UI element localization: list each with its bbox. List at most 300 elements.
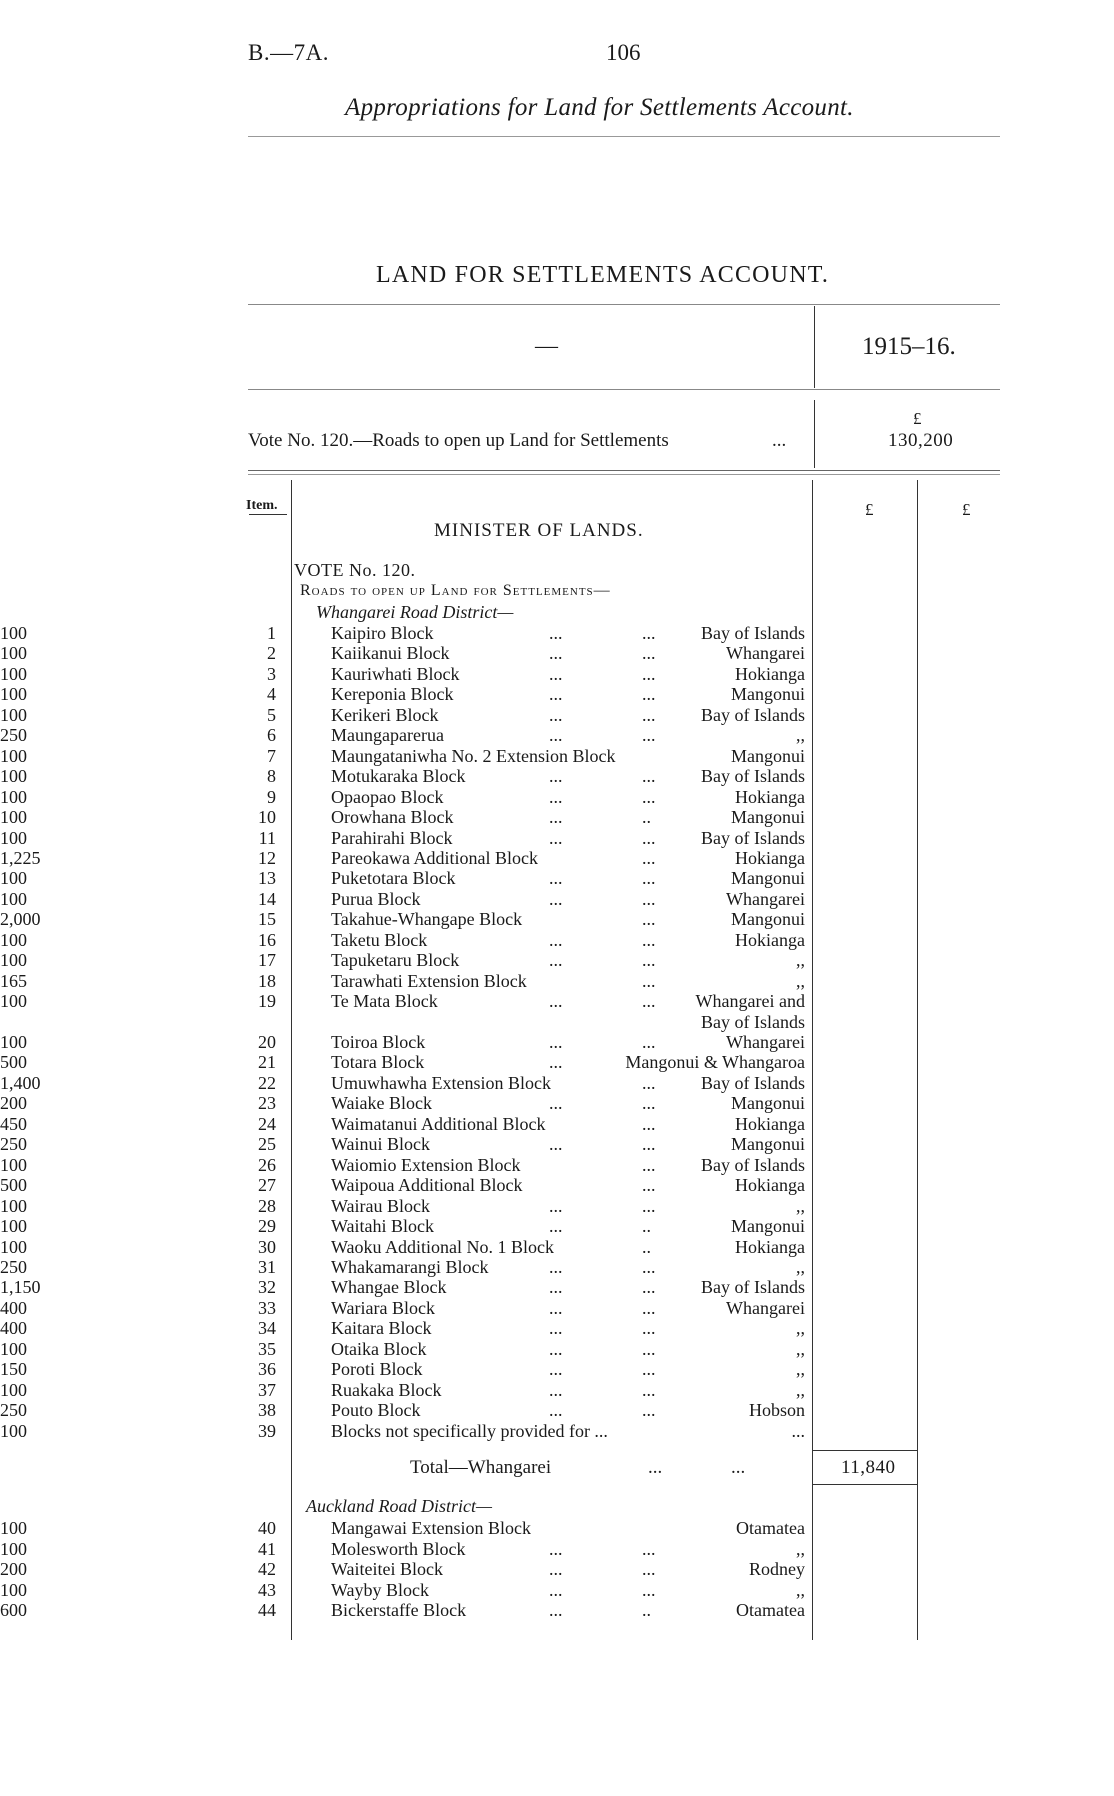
table-row: [0, 705, 1114, 725]
block-name: Takahue-Whangape Block: [331, 909, 523, 930]
leader-dots: ...: [642, 684, 656, 705]
amount-value: 100: [0, 950, 27, 971]
currency-symbol: £: [913, 409, 922, 428]
item-number: 1: [267, 623, 276, 643]
amount-value: 100: [0, 1154, 27, 1175]
item-number: 4: [267, 684, 276, 705]
block-name: Mangawai Extension Block: [331, 1518, 531, 1538]
table-row: [0, 1175, 1114, 1195]
county-name: Hokianga: [735, 1175, 805, 1196]
leader-dots: ...: [549, 1538, 563, 1559]
table-row: [0, 1277, 1114, 1297]
county-name: Bay of Islands: [701, 704, 805, 725]
leader-dots: ...: [642, 1195, 656, 1216]
leader-dots: ...: [549, 1093, 563, 1114]
table-row: [0, 1093, 1114, 1113]
leader-dots: ...: [642, 1256, 656, 1277]
leader-dots: ...: [642, 643, 656, 664]
table-row: [0, 1539, 1114, 1559]
amount-value: 100: [0, 1236, 27, 1257]
block-name: Kaitara Block: [331, 1318, 432, 1339]
total-label: Total—Whangarei: [410, 1457, 552, 1478]
leader-dots: ...: [549, 623, 563, 643]
county-name: Whangarei: [726, 643, 805, 664]
amount-value: 400: [0, 1318, 27, 1339]
leader-dots: ...: [642, 1400, 656, 1421]
leader-dots: ...: [642, 909, 656, 930]
year-rule: [248, 389, 1000, 390]
table-row: [0, 807, 1114, 827]
block-name: Kauriwhati Block: [331, 663, 460, 684]
amount-value: 100: [0, 1195, 27, 1216]
item-number: 9: [267, 786, 276, 807]
amount-value: 100: [0, 643, 27, 664]
leader-dots: ...: [549, 827, 563, 848]
county-name: Whangarei: [726, 1032, 805, 1052]
table-row: [0, 787, 1114, 807]
block-name: Waipoua Additional Block: [331, 1175, 523, 1196]
item-number: 2: [267, 643, 276, 664]
county-name: Bay of Islands: [701, 766, 805, 787]
leader-dots: ...: [549, 1052, 563, 1073]
county-name: ,,: [796, 1379, 805, 1400]
block-name: Umuwhawha Extension Block: [331, 1072, 551, 1093]
leader-dots: ...: [642, 1338, 656, 1359]
county-name: Hokianga: [735, 663, 805, 684]
county-name: Otamatea: [736, 1600, 805, 1620]
county-name: Bay of Islands: [701, 1011, 805, 1032]
amount-value: 450: [0, 1113, 27, 1134]
total-dots-2: ...: [731, 1457, 746, 1478]
item-number: 18: [258, 970, 276, 991]
item-number: 21: [258, 1052, 276, 1073]
amount-value: 2,000: [0, 909, 41, 930]
county-name: Hokianga: [735, 1113, 805, 1134]
amount-value: 100: [0, 1420, 27, 1441]
amount-value: 1,225: [0, 847, 41, 868]
county-name: ,,: [796, 1538, 805, 1559]
leader-dots: ...: [549, 807, 563, 828]
leader-dots: ...: [642, 1032, 656, 1052]
amount-value: 100: [0, 1379, 27, 1400]
county-name: Mangonui & Whangaroa: [625, 1052, 805, 1073]
item-number: 5: [267, 704, 276, 725]
total-amount: 11,840: [841, 1457, 896, 1478]
county-name: Hokianga: [735, 786, 805, 807]
amount-value: 600: [0, 1600, 27, 1620]
header-rule: [248, 136, 1000, 137]
leader-dots: ...: [549, 1032, 563, 1052]
block-name: Motukaraka Block: [331, 766, 466, 787]
leader-dots: ...: [549, 868, 563, 889]
running-title: Appropriations for Land for Settlements Account.: [345, 94, 854, 121]
block-name: Pouto Block: [331, 1400, 421, 1421]
table-row: [0, 1421, 1114, 1441]
page-number: 106: [606, 40, 641, 65]
table-row: [0, 725, 1114, 745]
block-name: Opaopao Block: [331, 786, 444, 807]
leader-dots: ...: [642, 929, 656, 950]
table-row: [0, 1600, 1114, 1620]
table-row: [0, 868, 1114, 888]
county-name: Mangonui: [731, 868, 805, 889]
block-name: Tarawhati Extension Block: [331, 970, 527, 991]
leader-dots: ...: [549, 725, 563, 746]
leader-dots: ...: [549, 766, 563, 787]
leader-dots: ...: [642, 1175, 656, 1196]
amount-value: 100: [0, 888, 27, 909]
leader-dots: ...: [549, 1400, 563, 1421]
leader-dots: ...: [642, 868, 656, 889]
year-divider: [814, 306, 815, 388]
county-name: Mangonui: [731, 807, 805, 828]
county-name: ...: [791, 1420, 805, 1441]
item-number: 16: [258, 929, 276, 950]
county-name: Mangonui: [731, 684, 805, 705]
county-name: Bay of Islands: [701, 1072, 805, 1093]
vote-summary-label: Vote No. 120.—Roads to open up Land for Settlements: [248, 430, 669, 451]
item-number: 34: [258, 1318, 276, 1339]
leader-dots: ...: [642, 725, 656, 746]
total-rule-bottom: [812, 1484, 917, 1485]
table-row: [0, 1032, 1114, 1052]
amount-value: 100: [0, 745, 27, 766]
leader-dots: ...: [549, 1318, 563, 1339]
item-number: 27: [258, 1175, 276, 1196]
table-row: [0, 766, 1114, 786]
county-name: ,,: [796, 1318, 805, 1339]
amount-value: 250: [0, 1256, 27, 1277]
county-name: ,,: [796, 970, 805, 991]
item-number: 43: [258, 1579, 276, 1600]
amount-value: 150: [0, 1359, 27, 1380]
county-name: Hobson: [748, 1400, 805, 1421]
county-name: Bay of Islands: [701, 1154, 805, 1175]
county-name: Hokianga: [735, 1236, 805, 1257]
item-number: 36: [258, 1359, 276, 1380]
table-row: [0, 1359, 1114, 1379]
amount-value: 1,400: [0, 1072, 41, 1093]
block-name: Puketotara Block: [331, 868, 456, 889]
item-number: 25: [258, 1134, 276, 1155]
county-name: Mangonui: [731, 745, 805, 766]
county-name: ,,: [796, 1195, 805, 1216]
block-name: Kerikeri Block: [331, 704, 439, 725]
block-name: Waiomio Extension Block: [331, 1154, 521, 1175]
leader-dots: ...: [549, 888, 563, 909]
item-number: 33: [258, 1297, 276, 1318]
item-number: 19: [258, 991, 276, 1012]
block-name: Waoku Additional No. 1 Block: [331, 1236, 555, 1257]
block-name: Bickerstaffe Block: [331, 1600, 467, 1620]
leader-dots: ...: [549, 1359, 563, 1380]
leader-dots: ...: [549, 991, 563, 1012]
county-name: Mangonui: [731, 1216, 805, 1237]
county-name: Mangonui: [731, 1134, 805, 1155]
leader-dots: ..: [642, 1600, 651, 1620]
block-name: Blocks not specifically provided for ...: [331, 1420, 608, 1441]
table-row: [0, 684, 1114, 704]
year-dash: —: [535, 333, 558, 358]
leader-dots: ...: [642, 1359, 656, 1380]
table-row: [0, 950, 1114, 970]
block-name: Kereponia Block: [331, 684, 454, 705]
item-number: 26: [258, 1154, 276, 1175]
leader-dots: ...: [642, 704, 656, 725]
county-name: ,,: [796, 1579, 805, 1600]
block-name: Wariara Block: [331, 1297, 436, 1318]
leader-dots: ...: [549, 663, 563, 684]
table-row: [0, 1012, 1114, 1032]
amount-value: 100: [0, 684, 27, 705]
amount-value: 500: [0, 1175, 27, 1196]
block-name: Purua Block: [331, 888, 421, 909]
amount-value: 100: [0, 827, 27, 848]
leader-dots: ...: [642, 766, 656, 787]
leader-dots: ...: [549, 1559, 563, 1579]
county-name: Rodney: [749, 1559, 805, 1579]
table-row: [0, 1380, 1114, 1400]
leader-dots: ...: [642, 847, 656, 868]
leader-dots: ..: [642, 807, 651, 828]
item-number: 28: [258, 1195, 276, 1216]
leader-dots: ...: [642, 1579, 656, 1600]
leader-dots: ..: [642, 1216, 651, 1237]
amount-value: 100: [0, 1338, 27, 1359]
item-column-header: Item.: [246, 498, 278, 513]
block-name: Waitahi Block: [331, 1216, 435, 1237]
table-row: [0, 909, 1114, 929]
item-number: 20: [258, 1032, 276, 1052]
item-number: 12: [258, 847, 276, 868]
block-name: Wayby Block: [331, 1579, 430, 1600]
leader-dots: ...: [642, 1154, 656, 1175]
block-name: Maungaparerua: [331, 725, 444, 746]
block-name: Tapuketaru Block: [331, 950, 460, 971]
amount-value: 100: [0, 1216, 27, 1237]
leader-dots: ...: [549, 704, 563, 725]
amount-value: 100: [0, 704, 27, 725]
county-name: Whangarei: [726, 1297, 805, 1318]
county-name: Otamatea: [736, 1518, 805, 1538]
leader-dots: ...: [549, 684, 563, 705]
amount-value: 500: [0, 1052, 27, 1073]
block-name: Pareokawa Additional Block: [331, 847, 538, 868]
block-name: Parahirahi Block: [331, 827, 453, 848]
leader-dots: ...: [549, 1256, 563, 1277]
table-row: [0, 1518, 1114, 1538]
amount-value: 400: [0, 1297, 27, 1318]
minister-heading: MINISTER OF LANDS.: [434, 520, 644, 541]
leader-dots: ...: [549, 1277, 563, 1298]
block-name: Whangae Block: [331, 1277, 447, 1298]
item-number: 38: [258, 1400, 276, 1421]
county-name: Mangonui: [731, 1093, 805, 1114]
document-code: B.—7A.: [248, 40, 329, 65]
item-number: 39: [258, 1420, 276, 1441]
item-number: 31: [258, 1256, 276, 1277]
block-name: Wairau Block: [331, 1195, 431, 1216]
county-name: Bay of Islands: [701, 623, 805, 643]
table-row: [0, 664, 1114, 684]
amount-value: 100: [0, 868, 27, 889]
county-name: ,,: [796, 1338, 805, 1359]
district-heading-auckland: Auckland Road District—: [306, 1496, 492, 1516]
table-row: [0, 971, 1114, 991]
amount-value: 250: [0, 1134, 27, 1155]
amount-value: 100: [0, 1518, 27, 1538]
leader-dots: ...: [549, 1338, 563, 1359]
item-number: 23: [258, 1093, 276, 1114]
table-row: [0, 1073, 1114, 1093]
county-name: Whangarei and: [695, 991, 805, 1012]
table-row: [0, 848, 1114, 868]
amount-value: 100: [0, 663, 27, 684]
amount-value: 100: [0, 1579, 27, 1600]
table-row: [0, 1400, 1114, 1420]
leader-dots: ...: [549, 950, 563, 971]
table-row: [0, 1339, 1114, 1359]
block-name: Waiake Block: [331, 1093, 433, 1114]
county-name: Hokianga: [735, 847, 805, 868]
table-row: [0, 1257, 1114, 1277]
total-dots-1: ...: [648, 1457, 663, 1478]
block-name: Poroti Block: [331, 1359, 423, 1380]
table-row: [0, 930, 1114, 950]
total-rule-top: [812, 1450, 917, 1451]
item-number: 30: [258, 1236, 276, 1257]
table-row: [0, 623, 1114, 643]
block-name: Toiroa Block: [331, 1032, 426, 1052]
item-number: 14: [258, 888, 276, 909]
item-number: 40: [258, 1518, 276, 1538]
page-title: LAND FOR SETTLEMENTS ACCOUNT.: [376, 262, 830, 288]
leader-dots: ...: [549, 1297, 563, 1318]
table-row: [0, 1134, 1114, 1154]
block-name: Molesworth Block: [331, 1538, 466, 1559]
vote-rule-2: [248, 474, 1000, 475]
leader-dots: ...: [642, 827, 656, 848]
leader-dots: ...: [642, 663, 656, 684]
item-number: 29: [258, 1216, 276, 1237]
table-row: [0, 1559, 1114, 1579]
block-name: Te Mata Block: [331, 991, 438, 1012]
block-name: Totara Block: [331, 1052, 425, 1073]
item-number: 13: [258, 868, 276, 889]
amount-value: 100: [0, 623, 27, 643]
table-row: [0, 1237, 1114, 1257]
leader-dots: ...: [549, 1195, 563, 1216]
item-number: 32: [258, 1277, 276, 1298]
item-header-dash: [249, 514, 287, 515]
block-name: Orowhana Block: [331, 807, 454, 828]
table-row: [0, 1052, 1114, 1072]
amount-value: 100: [0, 766, 27, 787]
county-name: ,,: [796, 1256, 805, 1277]
leader-dots: ...: [549, 1216, 563, 1237]
county-name: Mangonui: [731, 909, 805, 930]
leader-dots: ...: [549, 929, 563, 950]
leader-dots: ...: [642, 1134, 656, 1155]
vote-summary-dots: ...: [772, 430, 787, 451]
leader-dots: ...: [642, 1093, 656, 1114]
year-label: 1915–16.: [862, 333, 956, 360]
block-name: Wainui Block: [331, 1134, 431, 1155]
county-name: Hokianga: [735, 929, 805, 950]
leader-dots: ...: [642, 1318, 656, 1339]
county-name: Whangarei: [726, 888, 805, 909]
leader-dots: ...: [549, 643, 563, 664]
currency-column-1: £: [865, 500, 874, 519]
leader-dots: ...: [642, 623, 656, 643]
amount-value: 100: [0, 1538, 27, 1559]
county-name: ,,: [796, 950, 805, 971]
leader-dots: ...: [642, 786, 656, 807]
vote-summary-amount: 130,200: [888, 430, 954, 451]
block-name: Whakamarangi Block: [331, 1256, 489, 1277]
block-name: Ruakaka Block: [331, 1379, 442, 1400]
table-row: [0, 991, 1114, 1011]
item-number: 3: [267, 663, 276, 684]
item-number: 42: [258, 1559, 276, 1579]
leader-dots: ...: [642, 970, 656, 991]
block-name: Waiteitei Block: [331, 1559, 444, 1579]
leader-dots: ...: [642, 1072, 656, 1093]
amount-value: 100: [0, 1032, 27, 1052]
amount-value: 100: [0, 807, 27, 828]
amount-value: 1,150: [0, 1277, 41, 1298]
item-number: 7: [267, 745, 276, 766]
item-number: 44: [258, 1600, 276, 1620]
leader-dots: ...: [642, 1379, 656, 1400]
block-name: Waimatanui Additional Block: [331, 1113, 546, 1134]
block-name: Kaiikanui Block: [331, 643, 450, 664]
amount-value: 100: [0, 929, 27, 950]
amount-value: 250: [0, 1400, 27, 1421]
leader-dots: ...: [642, 1277, 656, 1298]
item-number: 35: [258, 1338, 276, 1359]
table-row: [0, 1580, 1114, 1600]
table-row: [0, 828, 1114, 848]
item-number: 17: [258, 950, 276, 971]
amount-value: 200: [0, 1559, 27, 1579]
table-row: [0, 746, 1114, 766]
table-row: [0, 1155, 1114, 1175]
table-row: [0, 1114, 1114, 1134]
county-name: Bay of Islands: [701, 827, 805, 848]
leader-dots: ..: [642, 1236, 651, 1257]
item-number: 22: [258, 1072, 276, 1093]
leader-dots: ...: [642, 991, 656, 1012]
title-rule: [248, 304, 1000, 305]
item-number: 24: [258, 1113, 276, 1134]
block-name: Maungataniwha No. 2 Extension Block: [331, 745, 616, 766]
amount-value: 100: [0, 991, 27, 1012]
amount-value: 165: [0, 970, 27, 991]
leader-dots: ...: [549, 1600, 563, 1620]
table-row: [0, 889, 1114, 909]
block-name: Kaipiro Block: [331, 623, 434, 643]
leader-dots: ...: [642, 1113, 656, 1134]
leader-dots: ...: [642, 1559, 656, 1579]
item-number: 10: [258, 807, 276, 828]
currency-column-2: £: [962, 500, 971, 519]
county-name: ,,: [796, 725, 805, 746]
leader-dots: ...: [549, 1379, 563, 1400]
amount-value: 100: [0, 786, 27, 807]
table-row: [0, 643, 1114, 663]
leader-dots: ...: [642, 1538, 656, 1559]
